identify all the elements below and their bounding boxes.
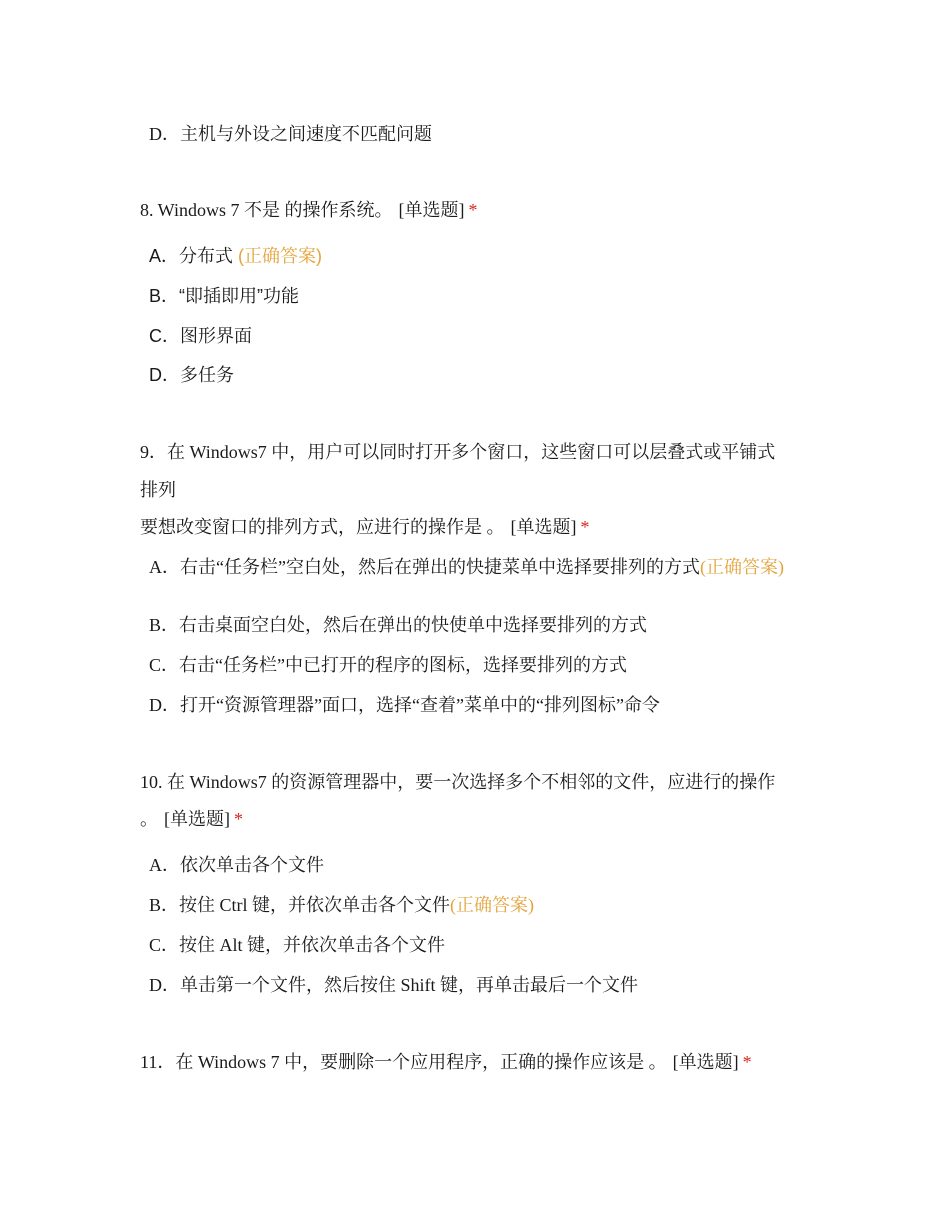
q7-option-d-text: D．主机与外设之间速度不匹配问题 [149, 124, 432, 144]
q9-title-line2 [140, 471, 176, 509]
q10-title-line2-text: 。 [140, 809, 158, 829]
q9-option-a-text: A．右击“任务栏”空白处，然后在弹出的快捷菜单中选择要排列的方式 [149, 557, 700, 577]
q10-option-d [149, 972, 638, 998]
q9-option-c-text: C．右击“任务栏”中已打开的程序的图标，选择要排列的方式 [149, 655, 627, 675]
q10-option-c [149, 932, 445, 958]
q8-title [140, 191, 477, 229]
q11-title-text: 11．在 Windows 7 中，要删除一个应用程序，正确的操作应该是 。 [140, 1052, 667, 1072]
q8-option-a-text: A．分布式 [149, 246, 234, 266]
q11-title [140, 1043, 752, 1081]
q9-title-line2-text: 排列 [140, 480, 176, 500]
q9-title-line3-text: 要想改变窗口的排列方式，应进行的操作是 。 [140, 517, 505, 537]
q9-option-b-text: B．右击桌面空白处，然后在弹出的快使单中选择要排列的方式 [149, 615, 648, 635]
q10-type-tag: [单选题] [164, 809, 230, 829]
q10-correct-answer-mark: (正确答案) [450, 895, 535, 915]
q10-title-line1 [140, 763, 775, 801]
q8-option-a [149, 243, 322, 269]
q9-option-c [149, 652, 627, 678]
q8-title-text: 8. Windows 7 不是 的操作系统。 [140, 200, 393, 220]
q9-type-tag: [单选题] [510, 517, 577, 537]
q10-option-a-text: A．依次单击各个文件 [149, 855, 324, 875]
q11-required-mark: * [742, 1052, 752, 1072]
q9-option-d-text: D．打开“资源管理器”面口，选择“查着”菜单中的“排列图标”命令 [149, 695, 660, 715]
q10-option-a [149, 852, 324, 878]
q10-title-line2 [140, 800, 243, 838]
q8-option-c [149, 323, 252, 349]
q9-option-d [149, 692, 660, 718]
q8-option-c-text: C．图形界面 [149, 326, 252, 346]
q9-correct-answer-mark: (正确答案) [699, 557, 784, 577]
q8-option-d-text: D．多任务 [149, 365, 234, 385]
q8-required-mark: * [468, 200, 478, 220]
q9-title-line1-text: 9．在 Windows7 中，用户可以同时打开多个窗口，这些窗口可以层叠式或平铺式 [140, 442, 776, 462]
q9-option-a [149, 554, 789, 580]
q9-title-line3 [140, 508, 590, 546]
q10-option-c-text: C．按住 Alt 键，并依次单击各个文件 [149, 935, 446, 955]
q7-option-d [149, 121, 432, 147]
q11-type-tag: [单选题] [672, 1052, 739, 1072]
document-page [140, 0, 820, 1230]
q10-required-mark: * [234, 809, 243, 829]
q9-title-line1 [140, 433, 775, 471]
q10-option-b [149, 892, 534, 918]
q8-type-tag: [单选题] [398, 200, 465, 220]
q8-option-d [149, 362, 234, 388]
q10-option-b-text: B．按住 Ctrl 键，并依次单击各个文件 [149, 895, 451, 915]
q9-required-mark: * [580, 517, 590, 537]
q9-option-b [149, 612, 647, 638]
q8-correct-answer-mark: (正确答案) [238, 246, 323, 266]
q8-option-b-text: B．“即插即用”功能 [149, 286, 299, 306]
q10-title-line1-text: 10. 在 Windows7 的资源管理器中，要一次选择多个不相邻的文件，应进行的操作 [140, 772, 776, 792]
q8-option-b [149, 283, 299, 309]
q10-option-d-text: D．单击第一个文件，然后按住 Shift 键，再单击最后一个文件 [149, 975, 639, 995]
